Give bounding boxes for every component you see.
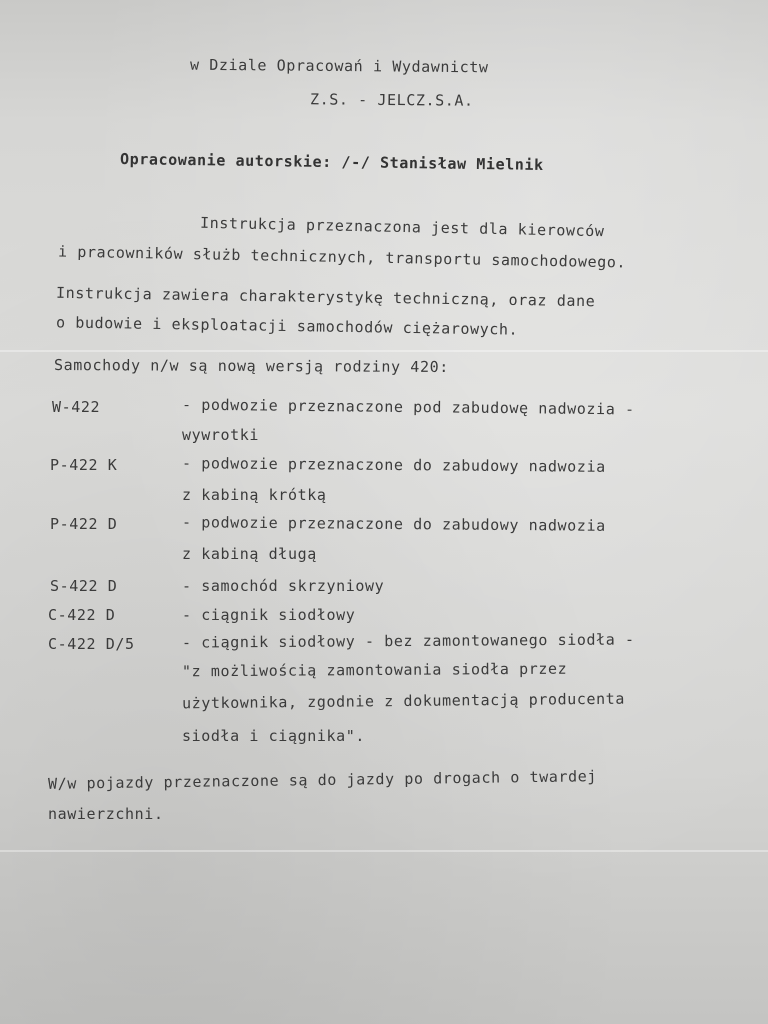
header-line-2: Z.S. - JELCZ.S.A.	[309, 90, 474, 110]
intro-p1-line-2: i pracowników służb technicznych, transportu samochodowego.	[57, 242, 627, 272]
model-code: P-422 D	[50, 515, 118, 533]
model-desc-line: - podwozie przeznaczone do zabudowy nadwozia	[181, 454, 606, 476]
model-desc-line: - samochód skrzyniowy	[182, 577, 385, 595]
header-line-1: w Dziale Opracowań i Wydawnictw	[189, 55, 489, 77]
closing-line-1: W/w pojazdy przeznaczone są do jazdy po drogach o twardej	[47, 767, 598, 793]
closing-line-2: nawierzchni.	[48, 805, 164, 823]
author-line: Opracowanie autorskie: /-/ Stanisław Mielnik	[119, 150, 544, 174]
model-desc-line: - podwozie przeznaczone pod zabudowę nadwozia -	[181, 395, 635, 419]
model-code: C-422 D/5	[48, 635, 135, 653]
intro-p2-line-2: o budowie i eksploatacji samochodów ciężarowych.	[55, 313, 519, 339]
model-desc-line: - ciągnik siodłowy - bez zamontowanego siodła -	[181, 630, 635, 652]
model-desc-line: - podwozie przeznaczone do zabudowy nadwozia	[181, 513, 606, 535]
intro-p2-line-1: Instrukcja zawiera charakterystykę techniczną, oraz dane	[55, 283, 596, 311]
model-code: S-422 D	[50, 577, 118, 595]
intro-p3: Samochody n/w są nową wersją rodziny 420:	[53, 355, 449, 377]
paper-fold	[0, 850, 768, 852]
model-desc-line: "z możliwością zamontowania siodła przez	[181, 659, 568, 681]
model-desc-line: siodła i ciągnika".	[182, 727, 365, 745]
model-desc-line: użytkownika, zgodnie z dokumentacją producenta	[181, 689, 626, 713]
model-desc-line: - ciągnik siodłowy	[182, 606, 356, 624]
intro-p1-line-1: Instrukcja przeznaczona jest dla kierowców	[199, 213, 605, 241]
paper-fold	[0, 350, 768, 352]
model-code: P-422 K	[50, 456, 118, 474]
model-desc-line: z kabiną długą	[182, 545, 317, 563]
model-desc-line: wywrotki	[182, 426, 260, 444]
model-desc-line: z kabiną krótką	[182, 486, 327, 504]
model-code: W-422	[52, 398, 101, 416]
model-code: C-422 D	[48, 606, 116, 624]
